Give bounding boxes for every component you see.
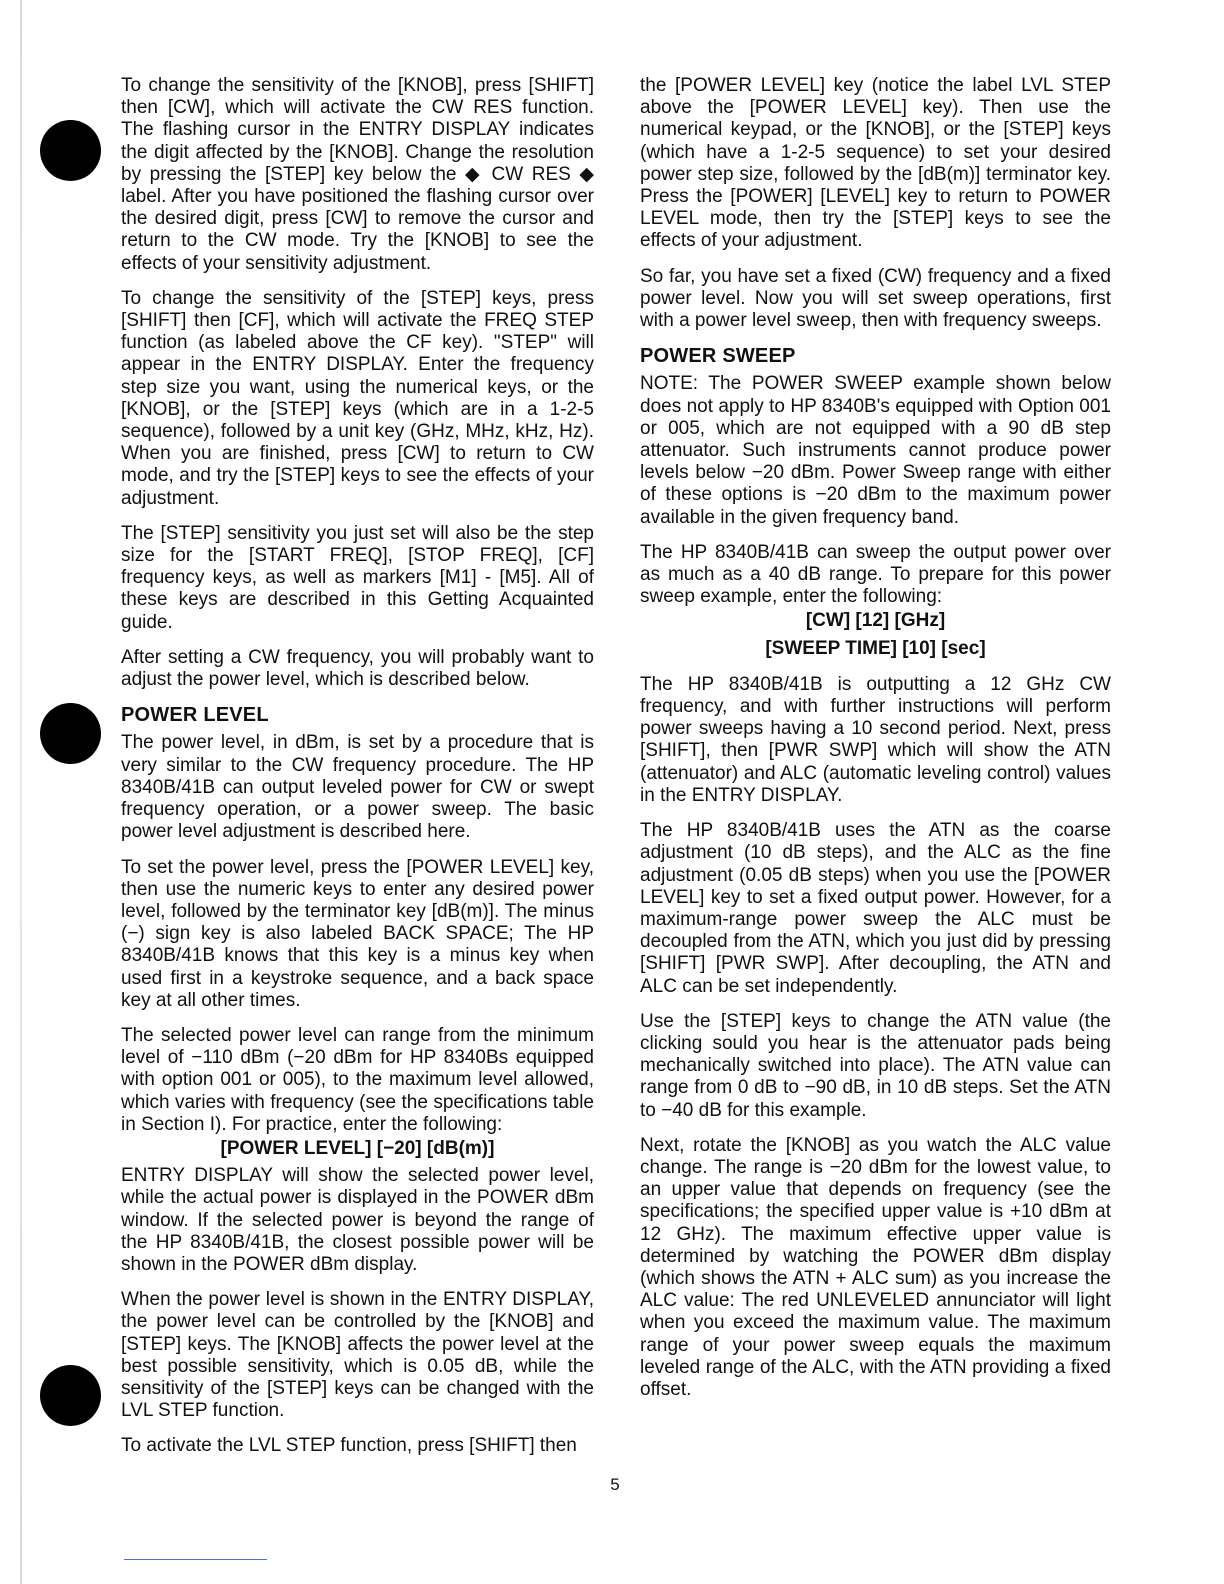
paragraph: NOTE: The POWER SWEEP example shown below does not apply to HP 8340B's equipped with Option 001 or 005, which are not equipped with a 90 dB step attenuator. Such instruments cannot produce power levels below −20 dBm. Power Sweep range with either of these options is −20 dBm to the maximum power available in the given frequency band. [640,373,1111,528]
paragraph: The HP 8340B/41B uses the ATN as the coarse adjustment (10 dB steps), and the ALC as the fine adjustment (0.05 dB steps) when you use the [POWER LEVEL] key to set a fixed output power. However, for a maximum-range power sweep the ALC must be decoupled from the ATN, which you just did by pressing [SHIFT] [PWR SWP]. After decoupling, the ATN and ALC can be set independently. [640,820,1111,997]
paragraph: ENTRY DISPLAY will show the selected power level, while the actual power is displayed in the POWER dBm window. If the selected power is beyond the range of the HP 8340B/41B, the closest possible power will be shown in the POWER dBm display. [121,1165,594,1275]
left-column [121,75,594,1471]
binder-hole [40,120,101,181]
paragraph: To activate the LVL STEP function, press [SHIFT] then [121,1435,577,1457]
paragraph: To set the power level, press the [POWER LEVEL] key, then use the numeric keys to enter any desired power level, followed by the terminator key [dB(m)]. The minus (−) sign key is also labeled BACK SPACE; The HP 8340B/41B knows that this key is a minus key when used first in a keystroke sequence, and a back space key at all other times. [121,856,594,1011]
paragraph: The HP 8340B/41B is outputting a 12 GHz CW frequency, and with further instructions will perform power sweeps having a 10 second period. Next, press [SHIFT], then [PWR SWP] which will show the ATN (attenuator) and ALC (automatic leveling control) values in the ENTRY DISPLAY. [640,673,1111,806]
paragraph: the [POWER LEVEL] key (notice the label LVL STEP above the [POWER LEVEL] key). Then use the numerical keypad, or the [KNOB], or the [STEP] keys (which have a 1-2-5 sequence) to set your desired power step size, followed by the [dB(m)] terminator key. Press the [POWER] [LEVEL] key to return to POWER LEVEL mode, then try the [STEP] keys to see the effects of your adjustment. [640,75,1111,252]
paragraph: The [STEP] sensitivity you just set will also be the step size for the [START FREQ], [STOP FREQ], [CF] frequency keys, as well as markers [M1] - [M5]. All of these keys are described in this Getting Acquainted guide. [121,522,594,633]
paragraph: To change the sensitivity of the [STEP] keys, press [SHIFT] then [CF], which will activate the FREQ STEP function (as labeled above the CF key). "STEP" will appear in the ENTRY DISPLAY. Enter the frequency step size you want, using the numerical keys, or the [KNOB], or the [STEP] keys (which are in a 1-2-5 sequence), followed by a unit key (GHz, MHz, kHz, Hz). When you are finished, press [CW] to return to CW mode, and try the [STEP] keys to see the effects of your adjustment. [121,287,594,509]
paragraph: To change the sensitivity of the [KNOB], press [SHIFT] then [CW], which will activate the CW RES function. The flashing cursor in the ENTRY DISPLAY indicates the digit affected by the [KNOB]. Change the resolution by pressing the [STEP] key below the ◆ CW RES ◆ label. After you have positioned the flashing cursor over the desired digit, press [CW] to remove the cursor and return to the CW mode. Try the [KNOB] to see the effects of your sensitivity adjustment. [121,75,594,274]
paragraph: Use the [STEP] keys to change the ATN value (the clicking sould you hear is the attenuator pads being mechanically switched into place). The ATN value can range from 0 dB to −90 dB, in 10 dB steps. Set the ATN to −40 dB for this example. [640,1010,1111,1121]
paragraph: When the power level is shown in the ENTRY DISPLAY, the power level can be controlled by the [KNOB] and [STEP] keys. The [KNOB] affects the power level at the best possible sensitivity, which is 0.05 dB, while the sensitivity of the [STEP] keys can be changed with the LVL STEP function. [121,1289,594,1422]
footer-rule [124,1559,267,1560]
paragraph: Next, rotate the [KNOB] as you watch the ALC value change. The range is −20 dBm for the lowest value, to an upper value that depends on frequency (see the specifications; the specified upper value is +10 dBm at 12 GHz). The maximum effective upper value is determined by watching the POWER dBm display (which shows the ATN + ALC sum) as you increase the ALC value: The red UNLEVELED annunciator will light when you exceed the maximum value. The maximum range of your power sweep equals the maximum leveled range of the ALC, with the ATN providing a fixed offset. [640,1134,1111,1400]
page-number: 5 [610,1475,620,1494]
paragraph: The power level, in dBm, is set by a procedure that is very similar to the CW frequency procedure. The HP 8340B/41B can output leveled power for CW or swept frequency operation, or a power sweep. The basic power level adjustment is described here. [121,732,594,843]
paragraph: The HP 8340B/41B can sweep the output power over as much as a 40 dB range. To prepare for this power sweep example, enter the following: [640,541,1111,608]
binder-hole [40,1365,101,1426]
right-column [640,75,1111,1414]
keystroke-sequence: [SWEEP TIME] [10] [sec] [765,637,986,659]
section-heading: POWER LEVEL [121,704,269,727]
paragraph: The selected power level can range from the minimum level of −110 dBm (−20 dBm for HP 8340Bs equipped with option 001 or 005), to the maximum level allowed, which varies with frequency (see the specifications table in Section I). For practice, enter the following: [121,1024,594,1135]
scan-edge-line [20,0,22,1584]
section-heading: POWER SWEEP [640,345,796,368]
binder-hole [40,703,101,764]
paragraph: After setting a CW frequency, you will probably want to adjust the power level, which is described below. [121,646,594,691]
paragraph: So far, you have set a fixed (CW) frequency and a fixed power level. Now you will set sweep operations, first with a power level sweep, then with frequency sweeps. [640,265,1111,332]
keystroke-sequence: [CW] [12] [GHz] [805,610,946,632]
keystroke-sequence: [POWER LEVEL] [−20] [dB(m)] [220,1137,495,1159]
